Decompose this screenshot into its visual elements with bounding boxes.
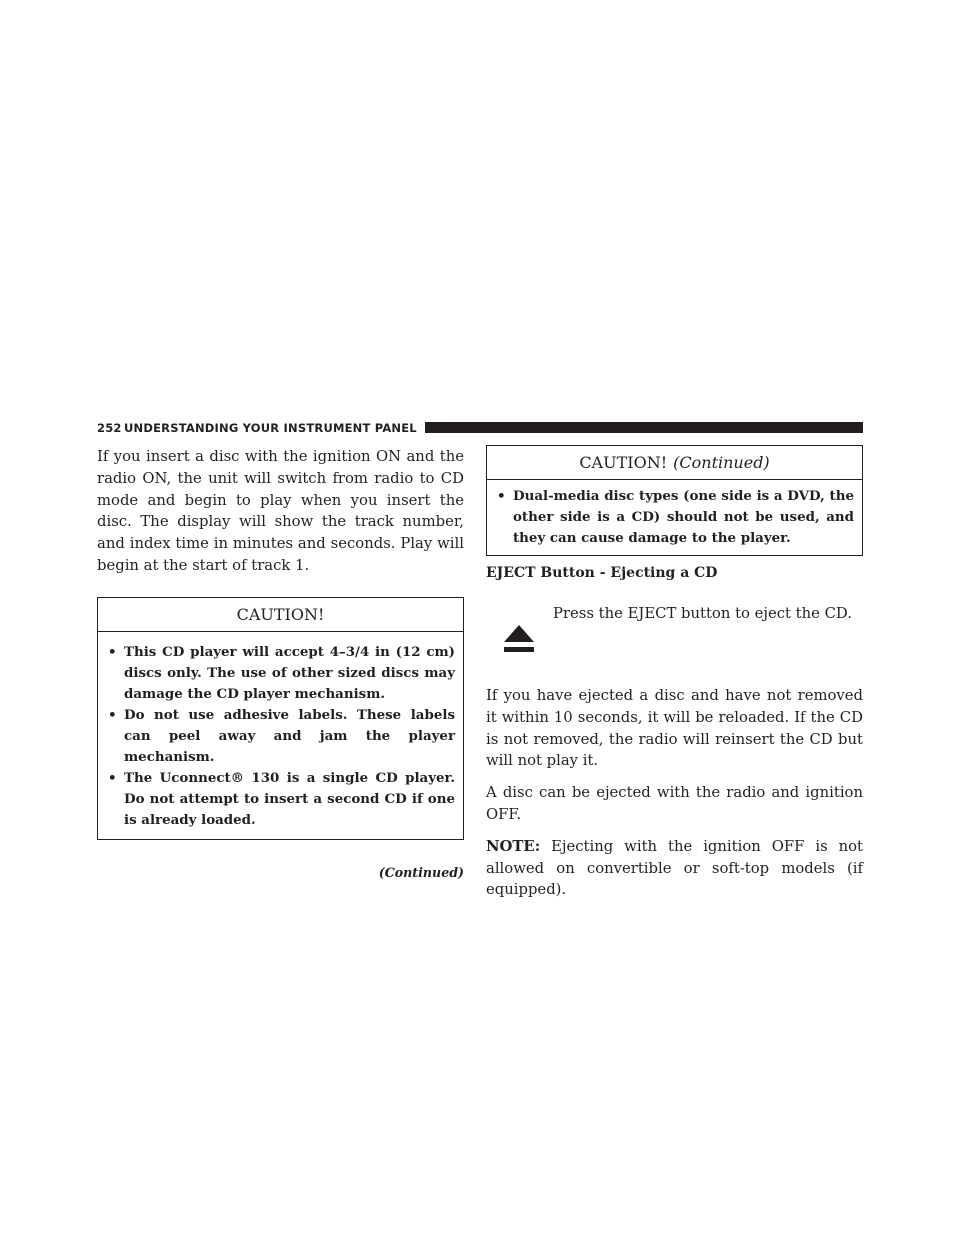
caution-continued-label: (Continued) — [673, 453, 770, 472]
header-rule — [425, 422, 863, 433]
caution-title — [98, 598, 463, 632]
section-title: UNDERSTANDING YOUR INSTRUMENT PANEL — [124, 421, 417, 435]
page-number: 252 — [97, 421, 122, 435]
reload-paragraph: If you have ejected a disc and have not removed it within 10 seconds, it will be reloaded. If the CD is not removed, the radio will reinsert the CD but will not play it. — [486, 687, 863, 770]
caution-title-text: CAUTION! — [236, 604, 325, 624]
caution-item-text: Dual-media disc types (one side is a DVD, the other side is a CD) should not be used, and they can cause damage to the player. — [513, 488, 854, 546]
caution-item — [108, 768, 455, 831]
continued-marker: (Continued) — [378, 864, 464, 880]
caution-title-text: CAUTION! — [579, 453, 668, 472]
page-header — [97, 420, 863, 436]
note-text: Ejecting with the ignition OFF is not allowed on convertible or soft-top models (if equipped). — [486, 837, 863, 899]
eject-heading: EJECT Button - Ejecting a CD — [486, 565, 718, 581]
caution-item — [497, 486, 854, 549]
caution-list — [487, 480, 862, 555]
caution-item-text: This CD player will accept 4–3/4 in (12 cm) discs only. The use of other sized discs may damage the CD player mechanism. — [124, 643, 455, 702]
bullet: • — [497, 488, 506, 504]
caution-list — [98, 632, 463, 839]
intro-paragraph: If you insert a disc with the ignition ON and the radio ON, the unit will switch from radio to CD mode and begin to play when you insert the disc. The display will show the track number, and index time in minutes and seconds. Play will begin at the start of track 1. — [97, 448, 464, 574]
caution-title — [487, 446, 862, 480]
note-label: NOTE: — [486, 837, 541, 855]
caution-item — [108, 705, 455, 768]
caution-item-text: The Uconnect® 130 is a single CD player. Do not attempt to insert a second CD if one is already loaded. — [124, 769, 455, 828]
caution-item-text: Do not use adhesive labels. These labels can peel away and jam the player mechanism. — [124, 706, 455, 765]
bullet: • — [108, 769, 117, 786]
note-paragraph — [486, 836, 863, 901]
eject-instruction — [486, 591, 863, 669]
bullet: • — [108, 706, 117, 723]
caution-item — [108, 642, 455, 705]
eject-instruction-text: Press the EJECT button to eject the CD. — [553, 605, 852, 622]
left-column — [97, 446, 464, 882]
eject-off-paragraph: A disc can be ejected with the radio and ignition OFF. — [486, 784, 863, 823]
caution-box-continued — [486, 445, 863, 556]
bullet: • — [108, 643, 117, 660]
eject-icon — [504, 625, 534, 653]
right-column — [486, 446, 863, 901]
caution-box — [97, 597, 464, 840]
